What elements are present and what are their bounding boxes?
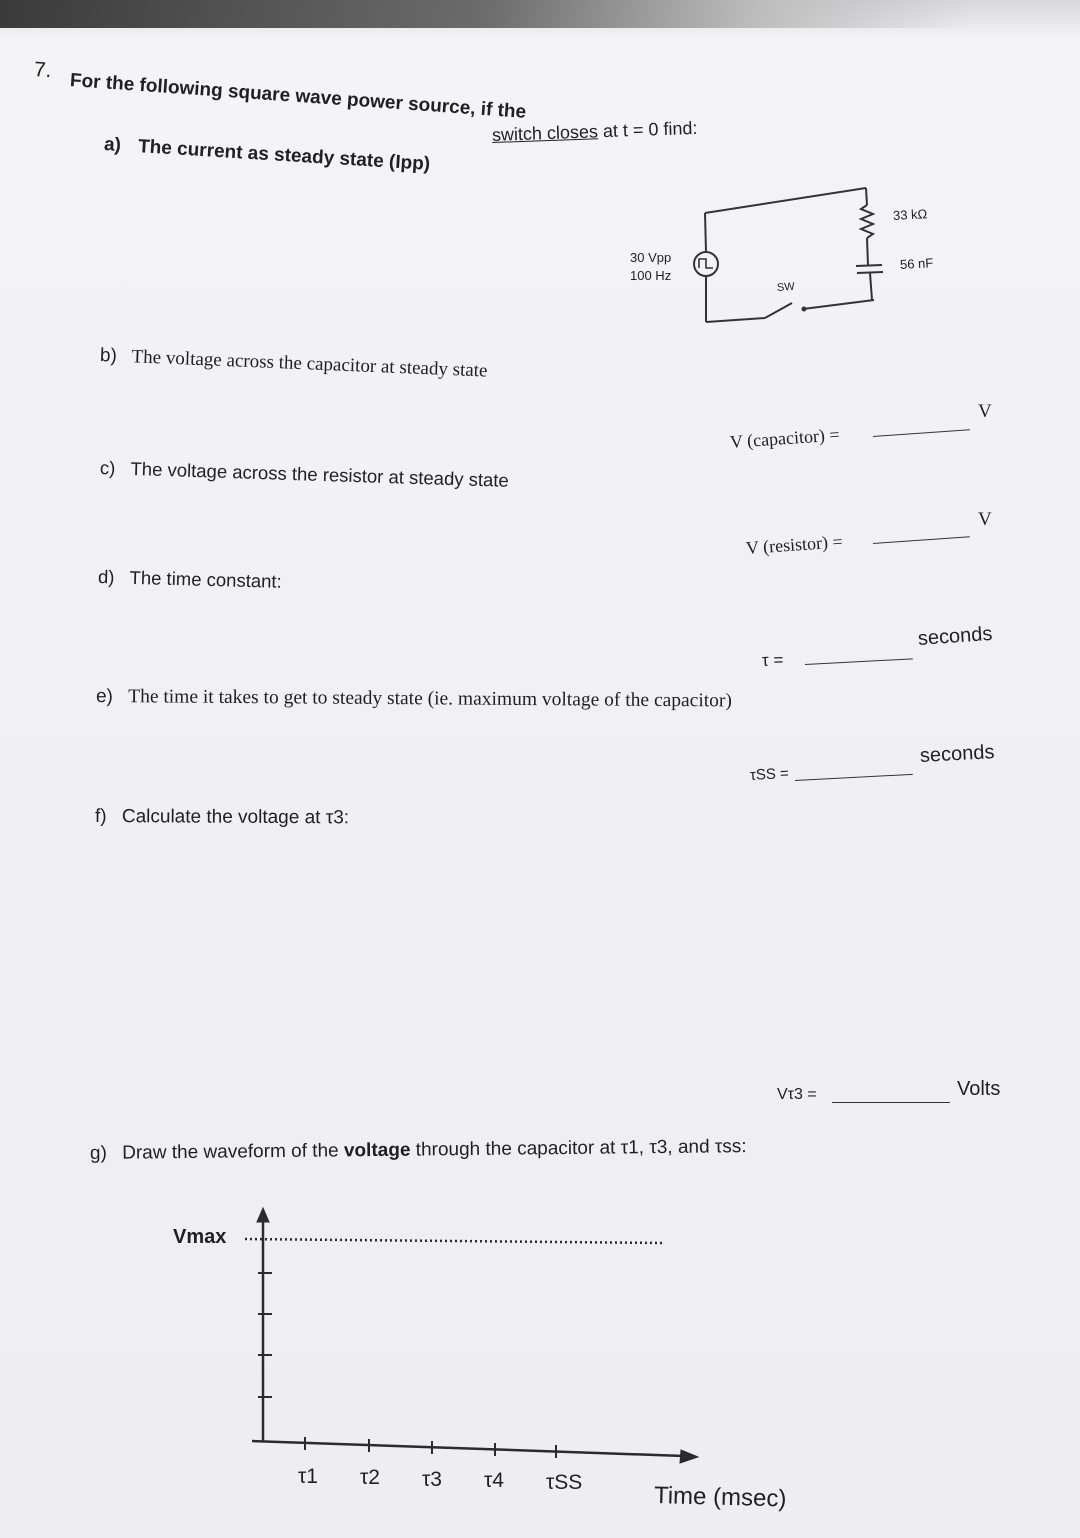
resistor-label: 33 kΩ bbox=[892, 206, 928, 223]
resistor-answer-label: V (resistor) = bbox=[745, 531, 844, 558]
part-b-letter: b) bbox=[99, 345, 118, 367]
source-frequency-label: 100 Hz bbox=[630, 268, 672, 283]
time-constant-answer-label: τ = bbox=[761, 650, 784, 670]
capacitor-answer-label: V (capacitor) = bbox=[729, 424, 841, 452]
part-e-letter: e) bbox=[95, 686, 113, 708]
time-constant-unit: seconds bbox=[917, 622, 994, 650]
switch-closes-link: switch closes bbox=[491, 121, 599, 145]
x-tick-label-tau3: τ3 bbox=[422, 1468, 442, 1491]
tau3-voltage-answer-label: Vτ3 = bbox=[777, 1086, 817, 1103]
x-axis bbox=[252, 1441, 684, 1456]
vmax-dotted-line bbox=[245, 1239, 662, 1243]
x-tick-label-tau4: τ4 bbox=[484, 1469, 504, 1492]
part-g-text-bold: voltage bbox=[343, 1139, 411, 1162]
part-a-text: The current as steady state (Ipp) bbox=[137, 136, 431, 175]
part-c-text: The voltage across the resistor at steady state bbox=[130, 457, 510, 491]
part-b-text: The voltage across the capacitor at steady state bbox=[131, 346, 488, 382]
part-f-text: Calculate the voltage at τ3: bbox=[121, 806, 350, 829]
part-c-letter: c) bbox=[99, 457, 116, 479]
part-d-letter: d) bbox=[97, 566, 115, 588]
question-number: 7. bbox=[33, 58, 53, 83]
intro-post: at t = 0 find: bbox=[597, 117, 698, 142]
part-g-letter: g) bbox=[89, 1142, 108, 1164]
switch-label: SW bbox=[776, 280, 796, 294]
y-axis-arrow bbox=[257, 1208, 269, 1222]
part-e-text: The time it takes to get to steady state (ie. maximum voltage of the capacitor) bbox=[128, 686, 733, 712]
y-axis-label: Vmax bbox=[173, 1226, 227, 1248]
intro-pre: For the following square wave power source, if the bbox=[69, 70, 527, 123]
tau3-voltage-unit: Volts bbox=[957, 1078, 1001, 1100]
capacitor-label: 56 nF bbox=[899, 255, 934, 272]
part-g-text-post: through the capacitor at τ1, τ3, and τss: bbox=[410, 1136, 747, 1161]
steady-state-time-answer-label: τSS = bbox=[749, 764, 790, 784]
part-d-text: The time constant: bbox=[129, 566, 283, 592]
part-f-letter: f) bbox=[94, 806, 107, 828]
resistor-unit: V bbox=[978, 509, 992, 530]
capacitor-unit: V bbox=[978, 401, 992, 422]
x-axis-label: Time (msec) bbox=[653, 1482, 787, 1513]
steady-state-time-unit: seconds bbox=[919, 741, 995, 767]
x-tick-label-tau-ss: τSS bbox=[546, 1471, 583, 1494]
x-tick-label-tau1: τ1 bbox=[298, 1465, 318, 1488]
part-g-text-pre: Draw the waveform of the bbox=[122, 1140, 345, 1164]
x-tick-label-tau2: τ2 bbox=[360, 1466, 380, 1489]
part-a-letter: a) bbox=[103, 134, 122, 157]
x-axis-arrow bbox=[680, 1450, 698, 1463]
source-voltage-label: 30 Vpp bbox=[630, 250, 672, 265]
